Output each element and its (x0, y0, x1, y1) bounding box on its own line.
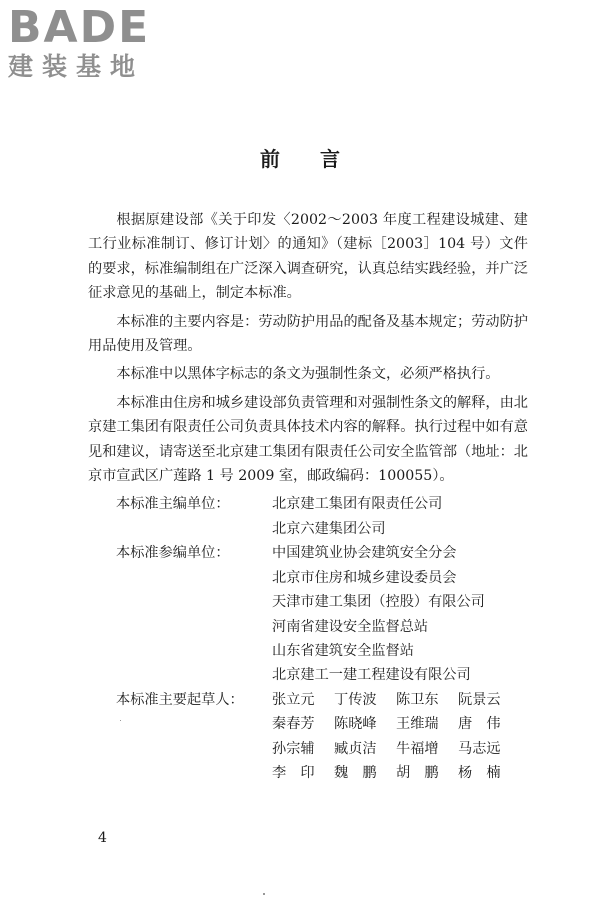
drafter-name: 丁传波 (334, 691, 377, 708)
chief-units-list (272, 492, 442, 541)
paragraph-content: 本标准的主要内容是：劳动防护用品的配备及基本规定；劳动防护用品使用及管理。 (88, 313, 528, 355)
participating-unit-item: 北京市住房和城乡建设委员会 (272, 569, 457, 586)
participating-unit-item: 山东省建筑安全监督站 (272, 642, 414, 659)
scan-speck (120, 720, 121, 721)
drafter-name: 李 印 (272, 764, 315, 781)
drafter-name: 阮景云 (458, 691, 501, 708)
participating-units-list (272, 541, 485, 687)
page-title: 前言 (260, 147, 380, 171)
units-section (88, 492, 528, 785)
page-number: 4 (98, 830, 107, 846)
chief-unit-item: 北京六建集团公司 (272, 520, 386, 537)
drafter-name: 胡 鹏 (396, 764, 439, 781)
drafters (88, 688, 528, 786)
drafter-name: 马志远 (458, 740, 501, 757)
drafter-name: 臧贞洁 (334, 740, 377, 757)
participating-unit-item: 北京建工一建工程建设有限公司 (272, 667, 471, 684)
drafter-name: 张立元 (272, 691, 315, 708)
logo-subtitle: 建装基地 (8, 52, 145, 81)
participating-units (88, 541, 528, 687)
drafters-grid (272, 688, 520, 786)
drafter-name: 唐 伟 (458, 716, 501, 733)
chief-units (88, 492, 528, 541)
chief-unit-item: 北京建工集团有限责任公司 (272, 496, 443, 513)
drafter-name: 王维瑞 (396, 716, 439, 733)
bade-logo (8, 2, 178, 82)
scan-speck (263, 893, 265, 895)
drafter-name: 孙宗辅 (272, 740, 315, 757)
drafter-name: 牛福增 (396, 740, 439, 757)
paragraph-mandatory: 本标准中以黑体字标志的条文为强制性条文，必须严格执行。 (116, 366, 500, 383)
paragraph-management: 本标准由住房和城乡建设部负责管理和对强制性条文的解释，由北京建工集团有限责任公司负责具体技术内容的解释。执行过程中如有意见和建议，请寄送至北京建工集团有限责任公司安全监管部（地址：北京市宣武区广莲路 1 号 2009 室，邮政编码：100055）。 (88, 394, 528, 485)
drafter-name: 魏 鹏 (334, 764, 377, 781)
paragraph-basis: 根据原建设部《关于印发〈2002～2003 年度工程建设城建、建工行业标准制订、修订计划〉的通知》（建标［2003］104 号）文件的要求，标准编制组在广泛深入调查研究，认真总结实践经验，并广泛征求意见的基础上，制定本标准。 (88, 212, 528, 302)
chief-units-label: 本标准主编单位： (116, 496, 230, 513)
participating-unit-item: 中国建筑业协会建筑安全分会 (272, 545, 457, 562)
participating-unit-item: 天津市建工集团（控股）有限公司 (272, 594, 485, 611)
drafter-name: 陈晓峰 (334, 716, 377, 733)
drafter-name: 陈卫东 (396, 691, 439, 708)
drafter-name: 杨 楠 (458, 764, 501, 781)
participating-unit-item: 河南省建设安全监督总站 (272, 618, 429, 635)
participating-units-label: 本标准参编单位： (116, 545, 230, 562)
drafters-label: 本标准主要起草人： (116, 691, 244, 708)
document-body (88, 208, 528, 785)
drafter-name: 秦春芳 (272, 716, 315, 733)
logo-brand: BADE (8, 2, 151, 53)
